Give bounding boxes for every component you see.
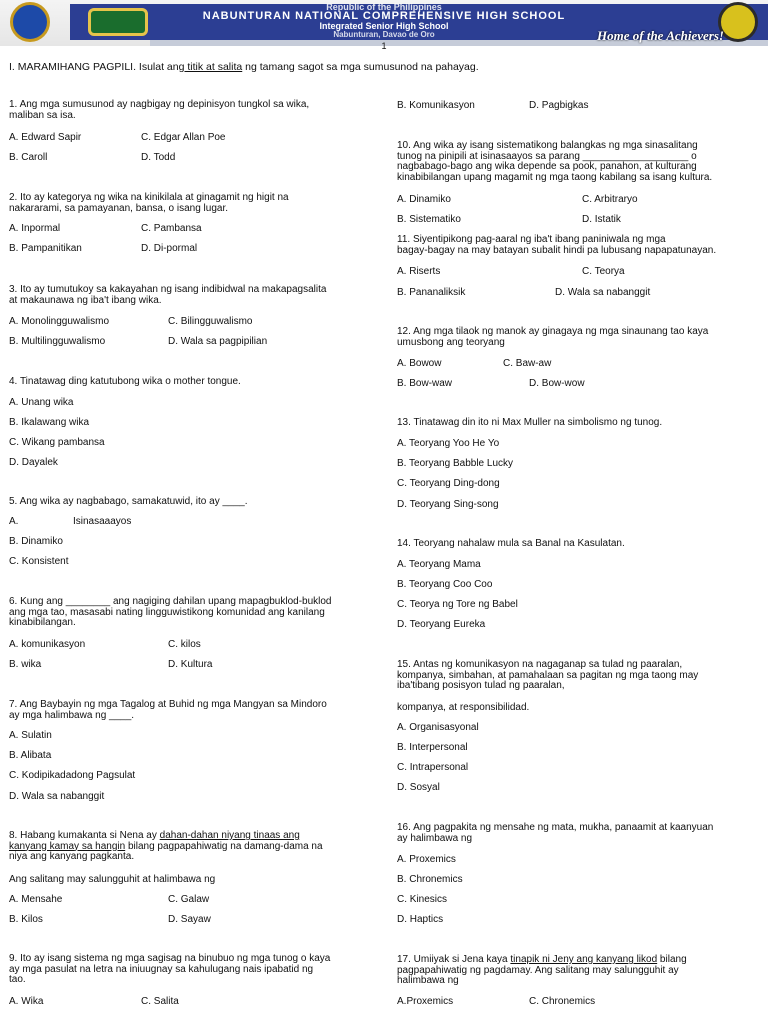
q12-option-a[interactable]: A. Bowow bbox=[397, 358, 442, 369]
q5-option-a[interactable]: A. bbox=[9, 516, 19, 527]
q1-option-a[interactable]: A. Edward Sapir bbox=[9, 132, 82, 143]
q6-option-a[interactable]: A. komunikasyon bbox=[9, 639, 86, 650]
q4-option-b[interactable]: B. Ikalawang wika bbox=[9, 417, 90, 428]
q2-option-b[interactable]: B. Pampanitikan bbox=[9, 243, 82, 254]
q13-stem: 13. Tinatawag din ito ni Max Muller na simbolismo ng tunog. bbox=[397, 417, 663, 428]
q5-option-a-text[interactable]: Isinasaaayos bbox=[73, 516, 132, 527]
q12-stem: 12. Ang mga tilaok ng manok ay ginagaya ng mga sinaunang tao kaya umusbong ang teoryang bbox=[397, 326, 709, 348]
q10-option-d[interactable]: D. Istatik bbox=[582, 214, 621, 225]
q9-option-a[interactable]: A. Wika bbox=[9, 996, 44, 1007]
q8-option-b[interactable]: B. Kilos bbox=[9, 914, 43, 925]
q13-option-c[interactable]: C. Teoryang Ding-dong bbox=[397, 478, 500, 489]
q12-option-c[interactable]: C. Baw-aw bbox=[503, 358, 552, 369]
q6-option-d[interactable]: D. Kultura bbox=[168, 659, 213, 670]
q3-option-d[interactable]: D. Wala sa pagpipilian bbox=[168, 336, 268, 347]
q15-option-b[interactable]: B. Interpersonal bbox=[397, 742, 468, 753]
q1-option-d[interactable]: D. Todd bbox=[141, 152, 176, 163]
q1-stem: 1. Ang mga sumusunod ay nagbigay ng depinisyon tungkol sa wika, maliban sa isa. bbox=[9, 99, 310, 121]
q8-option-d[interactable]: D. Sayaw bbox=[168, 914, 211, 925]
q17-option-c[interactable]: C. Chronemics bbox=[529, 996, 596, 1007]
q16-option-d[interactable]: D. Haptics bbox=[397, 914, 444, 925]
q8-underlined-2: kanyang kamay sa hangin bbox=[9, 840, 126, 852]
q7-option-a[interactable]: A. Sulatin bbox=[9, 730, 52, 741]
q9-option-b[interactable]: B. Komunikasyon bbox=[397, 100, 475, 111]
q14-stem: 14. Teoryang nahalaw mula sa Banal na Kasulatan. bbox=[397, 538, 625, 549]
school-banner bbox=[0, 0, 768, 46]
q17-stem-mid: bilang bbox=[657, 954, 687, 965]
q5-option-b[interactable]: B. Dinamiko bbox=[9, 536, 63, 547]
q16-option-c[interactable]: C. Kinesics bbox=[397, 894, 448, 905]
q15-stem: 15. Antas ng komunikasyon na nagaganap sa tulad ng paaralan, kompanya, simbahan, at pamahalaan sa pagitan ng mga taong may iba'tibang posisyon tulad ng paaralan, bbox=[397, 659, 699, 691]
q2-option-d[interactable]: D. Di-pormal bbox=[141, 243, 198, 254]
q5-option-c[interactable]: C. Konsistent bbox=[9, 556, 69, 567]
q6-option-c[interactable]: C. kilos bbox=[168, 639, 201, 650]
q9-stem: 9. Ito ay isang sistema ng mga sagisag na binubuo ng mga tunog o kaya ay mga pasulat na letra na iniuugnay sa kahulugang nais ipabatid ng tao. bbox=[9, 953, 331, 985]
q17-option-a[interactable]: A.Proxemics bbox=[397, 996, 454, 1007]
q4-stem: 4. Tinatawag ding katutubong wika o mother tongue. bbox=[9, 376, 241, 387]
q2-option-a[interactable]: A. Inpormal bbox=[9, 223, 61, 234]
q6-option-b[interactable]: B. wika bbox=[9, 659, 42, 670]
q15-option-d[interactable]: D. Sosyal bbox=[397, 782, 440, 793]
q8-underlined-1: dahan-dahan niyang tinaas ang bbox=[159, 830, 300, 841]
q10-option-c[interactable]: C. Arbitraryo bbox=[582, 194, 638, 205]
banner-school-name: NABUNTURAN NATIONAL COMPREHENSIVE HIGH SCHOOL bbox=[202, 10, 566, 22]
banner-line-3: Integrated Senior High School bbox=[319, 21, 449, 31]
q8-sub: Ang salitang may salungguhit at halimbawa ng bbox=[9, 874, 216, 885]
q11-option-c[interactable]: C. Teorya bbox=[582, 266, 625, 277]
q15-option-c[interactable]: C. Intrapersonal bbox=[397, 762, 469, 773]
q8-option-c[interactable]: C. Galaw bbox=[168, 894, 210, 905]
q13-option-b[interactable]: B. Teoryang Babble Lucky bbox=[397, 458, 514, 469]
q7-stem: 7. Ang Baybayin ng mga Tagalog at Buhid ng mga Mangyan sa Mindoro ay mga halimbawa ng ____. bbox=[9, 699, 327, 721]
banner-line-4: Nabunturan, Davao de Oro bbox=[333, 30, 435, 39]
q8-stem-start: 8. Habang kumakanta si Nena ay bbox=[9, 830, 160, 841]
q10-option-a[interactable]: A. Dinamiko bbox=[397, 194, 451, 205]
q16-stem: 16. Ang pagpakita ng mensahe ng mata, mukha, panaamit at kaanyuan ay halimbawa ng bbox=[397, 822, 714, 844]
banner-line-1: Republic of the Philippines bbox=[326, 2, 442, 12]
q4-option-a[interactable]: A. Unang wika bbox=[9, 397, 74, 408]
q11-option-a[interactable]: A. Riserts bbox=[397, 266, 441, 277]
q8-stem-end: niya ang kanyang pagkanta. bbox=[9, 851, 135, 862]
page-number: 1 bbox=[381, 41, 387, 51]
q8-option-a[interactable]: A. Mensahe bbox=[9, 894, 63, 905]
q3-option-a[interactable]: A. Monolingguwalismo bbox=[9, 316, 110, 327]
q7-option-d[interactable]: D. Wala sa nabanggit bbox=[9, 791, 105, 802]
instruction-text: I. MARAMIHANG PAGPILI. Isulat ang bbox=[9, 61, 185, 73]
q1-option-b[interactable]: B. Caroll bbox=[9, 152, 48, 163]
q10-stem: 10. Ang wika ay isang sistematikong balangkas ng mga sinasalitang tunog na pinipili at isinasaayos sa parang ___________________ o nagbabago-bago ang wika depende sa pook, panahon, at kulturang kinabibilangan upang magamit ng mga taong kabilang sa isang kultura. bbox=[397, 140, 713, 183]
q2-stem: 2. Ito ay kategorya ng wika na kinikilala at ginagamit ng higit na nakararami, sa pamayanan, bansa, o isang lugar. bbox=[9, 192, 289, 214]
q3-stem: 3. Ito ay tumutukoy sa kakayahan ng isang indibidwal na makapagsalita at makaunawa ng iba't ibang wika. bbox=[9, 284, 327, 306]
q14-option-b[interactable]: B. Teoryang Coo Coo bbox=[397, 579, 493, 590]
q16-option-a[interactable]: A. Proxemics bbox=[397, 854, 456, 865]
q6-stem: 6. Kung ang ________ ang nagiging dahilan upang mapagbuklod-buklod ang mga tao, masasabi nating lingguwistikong komunidad ang kanilang kinabibilangan. bbox=[9, 596, 332, 628]
q14-option-c[interactable]: C. Teorya ng Tore ng Babel bbox=[397, 599, 518, 610]
instruction-text-end: ng tamang sagot sa mga sumusunod na pahayag. bbox=[242, 61, 479, 73]
instruction bbox=[9, 61, 479, 73]
q7-option-b[interactable]: B. Alibata bbox=[9, 750, 52, 761]
q3-option-b[interactable]: B. Multilingguwalismo bbox=[9, 336, 106, 347]
q4-option-c[interactable]: C. Wikang pambansa bbox=[9, 437, 105, 448]
q8-stem-mid: bilang pagpapahiwatig na damang-dama na bbox=[125, 840, 323, 852]
q2-option-c[interactable]: C. Pambansa bbox=[141, 223, 202, 234]
q14-option-a[interactable]: A. Teoryang Mama bbox=[397, 559, 481, 570]
q11-stem: 11. Siyentipikong pag-aaral ng iba't ibang paniniwala ng mga bagay-bagay na may batayan subalit hindi pa lubusang napapatunayan. bbox=[397, 234, 717, 256]
q3-option-c[interactable]: C. Bilingguwalismo bbox=[168, 316, 253, 327]
q15-option-a[interactable]: A. Organisasyonal bbox=[397, 722, 479, 733]
q13-option-a[interactable]: A. Teoryang Yoo He Yo bbox=[397, 438, 500, 449]
q4-option-d[interactable]: D. Dayalek bbox=[9, 457, 58, 468]
q16-option-b[interactable]: B. Chronemics bbox=[397, 874, 463, 885]
q14-option-d[interactable]: D. Teoryang Eureka bbox=[397, 619, 486, 630]
q5-stem: 5. Ang wika ay nagbabago, samakatuwid, ito ay ____. bbox=[9, 496, 248, 507]
q17-underlined: tinapik ni Jeny ang kanyang likod bbox=[510, 954, 658, 965]
q13-option-d[interactable]: D. Teoryang Sing-song bbox=[397, 499, 499, 510]
q17-stem-end: pagpapahiwatig ng pagdamay. Ang salitang may salungguhit ay halimbawa ng bbox=[397, 964, 679, 986]
q10-option-b[interactable]: B. Sistematiko bbox=[397, 214, 461, 225]
q9-option-c[interactable]: C. Salita bbox=[141, 996, 179, 1007]
q8-stem bbox=[9, 831, 323, 863]
q12-option-d[interactable]: D. Bow-wow bbox=[529, 378, 585, 389]
q12-option-b[interactable]: B. Bow-waw bbox=[397, 378, 453, 389]
q1-option-c[interactable]: C. Edgar Allan Poe bbox=[141, 132, 226, 143]
q11-option-b[interactable]: B. Pananaliksik bbox=[397, 287, 466, 298]
banner-motto: Home of the Achievers! bbox=[597, 28, 724, 43]
instruction-underlined: titik at salita bbox=[184, 61, 243, 73]
q17-stem bbox=[397, 955, 687, 987]
q7-option-c[interactable]: C. Kodipikadadong Pagsulat bbox=[9, 770, 136, 781]
q15-stem-continued: kompanya, at responsibilidad. bbox=[397, 702, 530, 713]
q9-option-d[interactable]: D. Pagbigkas bbox=[529, 100, 589, 111]
q17-stem-start: 17. Umiiyak si Jena kaya bbox=[397, 954, 511, 965]
q11-option-d[interactable]: D. Wala sa nabanggit bbox=[555, 287, 651, 298]
